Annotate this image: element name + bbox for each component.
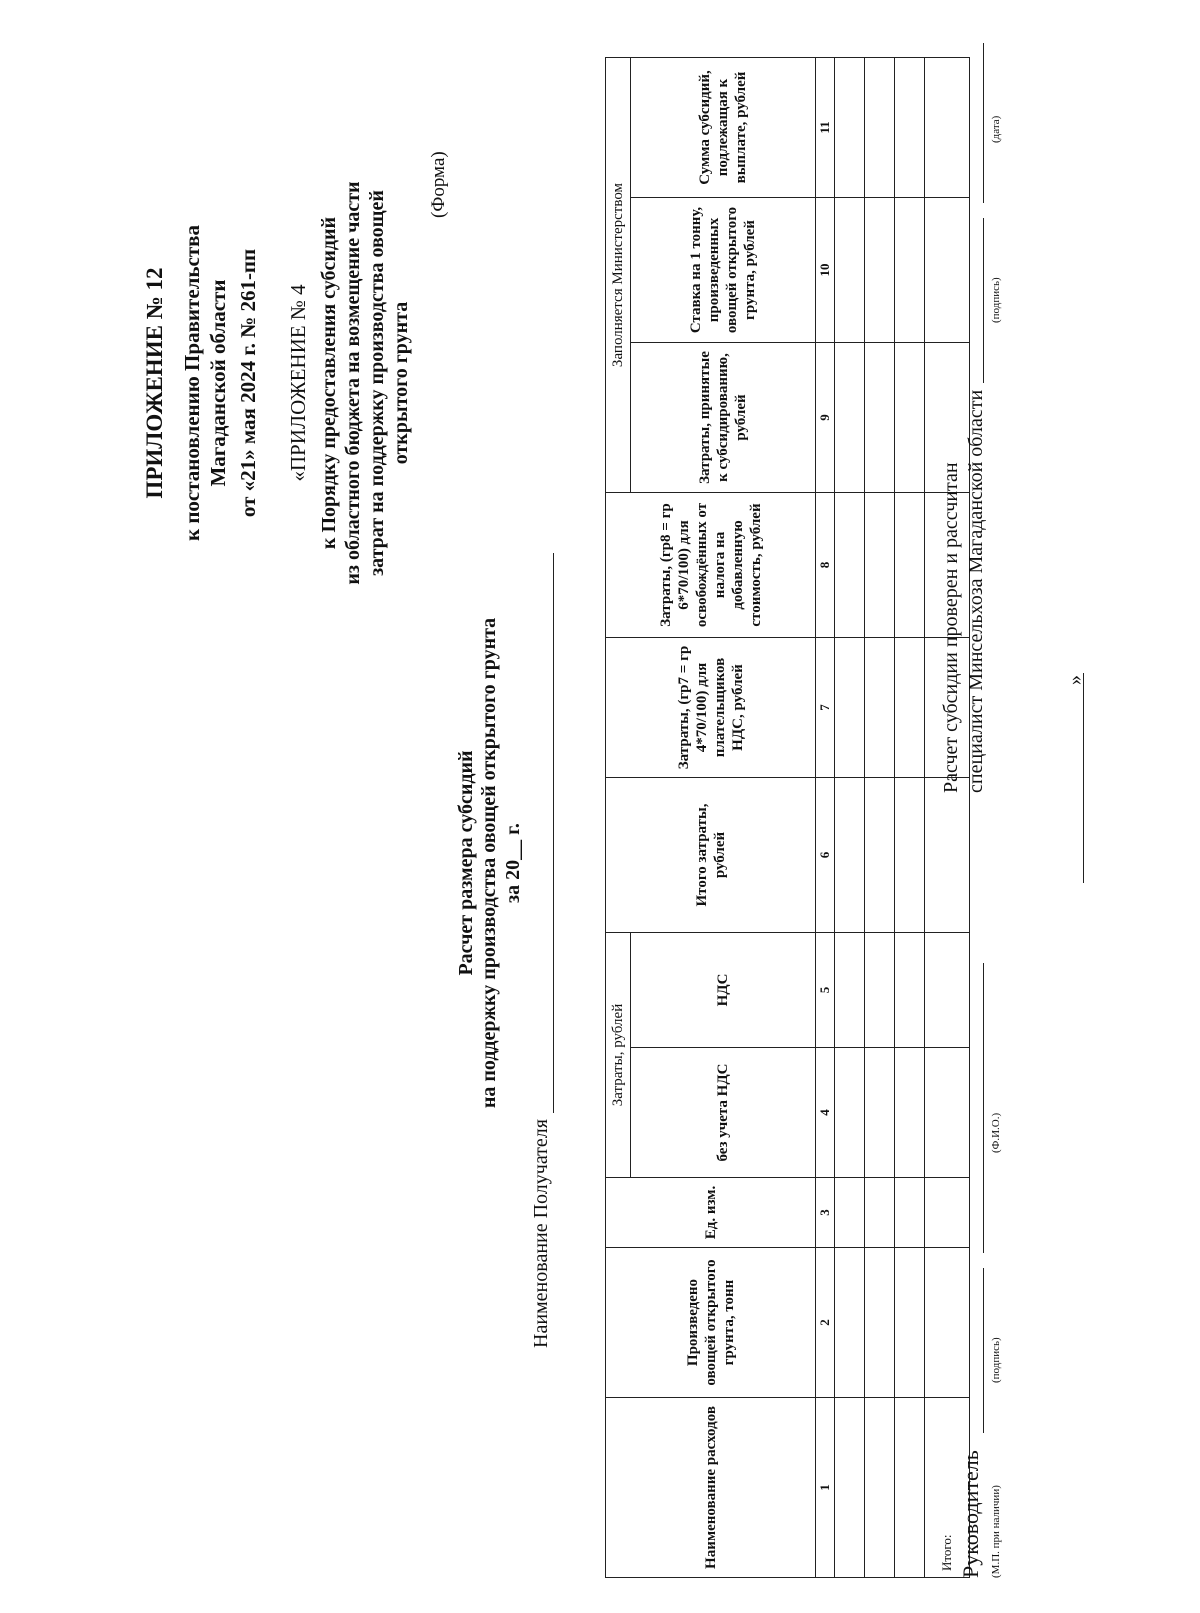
document-title-line-3: за 20__ г.: [502, 823, 524, 903]
mp-caption: (М.П. при наличии): [990, 1485, 1002, 1578]
col-number: 4: [816, 1048, 835, 1178]
document-title-line-1: Расчет размера субсидий: [455, 750, 477, 976]
table-cell[interactable]: [865, 343, 895, 493]
specialist-signature-line: [982, 218, 984, 383]
col-header-costs-vat-exempt: Затраты, (гр8 = гр 6*70/100) для освобождённых от налога на добавленную стоимость, рублей: [606, 493, 816, 638]
table-cell[interactable]: [925, 933, 970, 1048]
table-cell[interactable]: [835, 638, 865, 778]
table-cell[interactable]: [865, 1048, 895, 1178]
table-cell[interactable]: [895, 1398, 925, 1578]
order-line-1: к Порядку предоставления субсидий: [318, 216, 340, 550]
head-fio-line: [982, 963, 984, 1253]
col-number: 5: [816, 933, 835, 1048]
table-cell[interactable]: [835, 493, 865, 638]
head-signature-line: [982, 1268, 984, 1433]
table-cell[interactable]: [835, 1048, 865, 1178]
col-group-costs: Затраты, рублей: [606, 933, 631, 1178]
closing-quote: »: [1064, 675, 1086, 685]
table-cell[interactable]: [895, 343, 925, 493]
col-header-unit: Ед. изм.: [606, 1178, 816, 1248]
table-cell[interactable]: [835, 343, 865, 493]
closing-line: [1082, 673, 1084, 883]
order-line-3: затрат на поддержку производства овощей: [366, 190, 388, 576]
table-cell[interactable]: [865, 58, 895, 198]
table-cell[interactable]: [895, 1178, 925, 1248]
fio-caption: (Ф.И.О.): [990, 1112, 1002, 1153]
table-cell[interactable]: [835, 1178, 865, 1248]
specialist-signature-caption: (подпись): [990, 277, 1002, 323]
col-header-costs-vat-payers: Затраты, (гр7 = гр 4*70/100) для плательщиков НДС, рублей: [606, 638, 816, 778]
table-cell[interactable]: [925, 198, 970, 343]
table-cell[interactable]: [835, 58, 865, 198]
table-row: [865, 58, 895, 1578]
table-cell[interactable]: [865, 493, 895, 638]
appendix-4-title: «ПРИЛОЖЕНИЕ № 4: [286, 284, 310, 482]
verification-line-2: специалист Минсельхоза Магаданской области: [965, 389, 987, 793]
header-line-2: Магаданской области: [206, 279, 230, 487]
table-cell[interactable]: [895, 638, 925, 778]
table-cell[interactable]: [865, 1398, 895, 1578]
col-header-costs-accepted: Затраты, принятые к субсидированию, рублей: [631, 343, 816, 493]
table-cell[interactable]: [895, 1048, 925, 1178]
col-header-subsidy-amount: Сумма субсидий, подлежащая к выплате, рублей: [631, 58, 816, 198]
table-cell[interactable]: [835, 778, 865, 933]
recipient-line: [552, 553, 554, 1113]
col-header-total-costs: Итого затраты, рублей: [606, 778, 816, 933]
table-cell[interactable]: [865, 1178, 895, 1248]
table-cell[interactable]: [835, 933, 865, 1048]
col-number: 2: [816, 1248, 835, 1398]
table-cell[interactable]: [865, 933, 895, 1048]
total-row: [925, 58, 970, 1578]
total-label: Итого:: [925, 1398, 970, 1578]
col-header-rate-per-ton: Ставка на 1 тонну, произведенных овощей открытого грунта, рублей: [631, 198, 816, 343]
head-label: Руководитель: [958, 1450, 983, 1578]
col-number: 7: [816, 638, 835, 778]
table-cell[interactable]: [895, 198, 925, 343]
col-number: 6: [816, 778, 835, 933]
col-number: 11: [816, 58, 835, 198]
col-group-ministry: Заполняется Министерством: [606, 58, 631, 493]
table-cell[interactable]: [895, 933, 925, 1048]
subsidy-table: [605, 57, 970, 1578]
table-cell[interactable]: [925, 58, 970, 198]
table-cell[interactable]: [895, 1248, 925, 1398]
col-number: 8: [816, 493, 835, 638]
document-title-line-2: на поддержку производства овощей открытого грунта: [478, 617, 500, 1109]
col-header-produced: Произведено овощей открытого грунта, тонн: [606, 1248, 816, 1398]
table-cell[interactable]: [895, 778, 925, 933]
table-cell[interactable]: [865, 198, 895, 343]
header-line-3: от «21» мая 2024 г. № 261-пп: [236, 248, 260, 518]
order-line-2: из областного бюджета на возмещение части: [342, 181, 364, 585]
table-row: [835, 58, 865, 1578]
signature-caption: (подпись): [990, 1337, 1002, 1383]
col-header-expense-name: Наименование расходов: [606, 1398, 816, 1578]
order-line-4: открытого грунта: [390, 301, 412, 465]
table-row: [895, 58, 925, 1578]
column-number-row: [816, 58, 835, 1578]
form-label: (Форма): [428, 151, 449, 218]
table-cell[interactable]: [925, 1248, 970, 1398]
col-header-vat: НДС: [631, 933, 816, 1048]
col-header-without-vat: без учета НДС: [631, 1048, 816, 1178]
recipient-label: Наименование Получателя: [530, 1119, 552, 1348]
date-caption: (дата): [990, 115, 1002, 143]
table-cell[interactable]: [865, 1248, 895, 1398]
table-cell[interactable]: [865, 638, 895, 778]
table-cell[interactable]: [925, 1178, 970, 1248]
header-line-1: к постановлению Правительства: [180, 224, 204, 542]
table-cell[interactable]: [925, 778, 970, 933]
table-cell[interactable]: [835, 1248, 865, 1398]
table-cell[interactable]: [925, 1048, 970, 1178]
appendix-title: ПРИЛОЖЕНИЕ № 12: [142, 267, 167, 499]
col-number: 9: [816, 343, 835, 493]
table-cell[interactable]: [835, 1398, 865, 1578]
table-cell[interactable]: [835, 198, 865, 343]
table-cell[interactable]: [895, 493, 925, 638]
table-cell[interactable]: [895, 58, 925, 198]
col-number: 1: [816, 1398, 835, 1578]
col-number: 10: [816, 198, 835, 343]
date-line: [982, 43, 984, 203]
col-number: 3: [816, 1178, 835, 1248]
table-cell[interactable]: [865, 778, 895, 933]
verification-line-1: Расчет субсидии проверен и рассчитан: [940, 462, 962, 793]
